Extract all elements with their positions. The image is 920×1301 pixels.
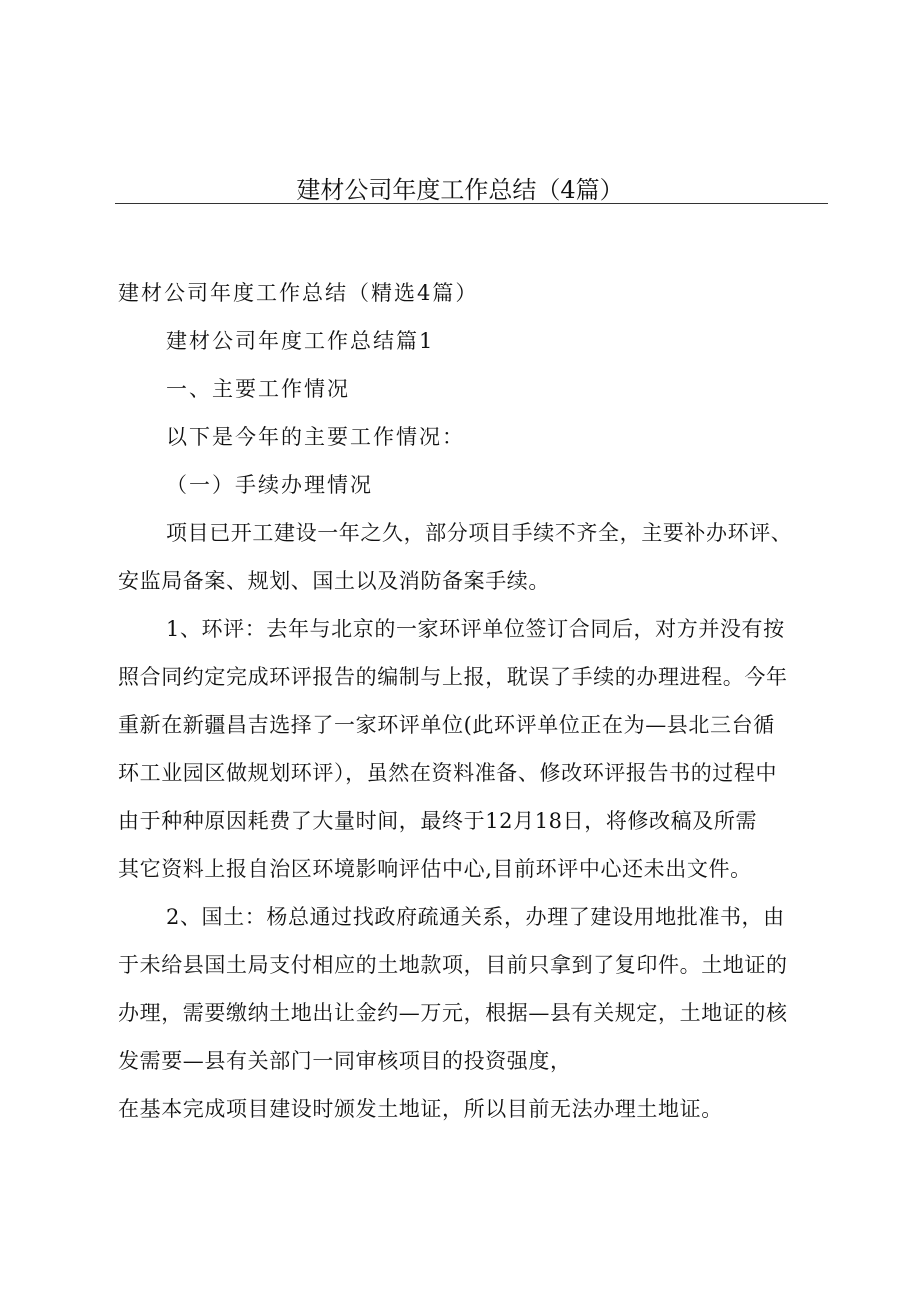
paragraph-line: 由于种种原因耗费了大量时间，最终于12月18日，将修改稿及所需 bbox=[118, 809, 758, 833]
paragraph-line: 1、环评：去年与北京的一家环评单位签订合同后，对方并没有按 bbox=[166, 617, 785, 641]
section-heading: 建材公司年度工作总结篇1 bbox=[166, 329, 435, 353]
paragraph-line: 在基本完成项目建设时颁发土地证，所以目前无法办理土地证。 bbox=[118, 1097, 723, 1121]
paragraph-line: 于未给县国土局支付相应的土地款项，目前只拿到了复印件。土地证的 bbox=[118, 953, 788, 977]
paragraph-line: 重新在新疆昌吉选择了一家环评单位(此环评单位正在为—县北三台循 bbox=[118, 713, 775, 737]
intro-text: 以下是今年的主要工作情况： bbox=[166, 425, 465, 449]
paragraph-line: 安监局备案、规划、国土以及消防备案手续。 bbox=[118, 569, 550, 593]
paragraph-line: 办理，需要缴纳土地出让金约—万元，根据—县有关规定，土地证的核 bbox=[118, 1001, 788, 1025]
paragraph-line: 其它资料上报自治区环境影响评估中心,目前环评中心还未出文件。 bbox=[118, 857, 752, 881]
subheading-procedures: （一）手续办理情况 bbox=[166, 473, 373, 497]
document-title: 建材公司年度工作总结（4篇） bbox=[296, 176, 624, 204]
paragraph-line: 项目已开工建设一年之久，部分项目手续不齐全，主要补办环评、 bbox=[166, 521, 793, 545]
document-subtitle: 建材公司年度工作总结（精选4篇） bbox=[118, 281, 479, 305]
title-underline bbox=[115, 203, 828, 204]
paragraph-line: 发需要—县有关部门一同审核项目的投资强度， bbox=[118, 1049, 572, 1073]
paragraph-line: 照合同约定完成环评报告的编制与上报，耽误了手续的办理进程。今年 bbox=[118, 665, 788, 689]
heading-main-work: 一、主要工作情况 bbox=[166, 377, 350, 401]
paragraph-line: 环工业园区做规划环评），虽然在资料准备、修改环评报告书的过程中 bbox=[118, 761, 778, 785]
paragraph-line: 2、国土：杨总通过找政府疏通关系，办理了建设用地批准书，由 bbox=[166, 905, 785, 929]
